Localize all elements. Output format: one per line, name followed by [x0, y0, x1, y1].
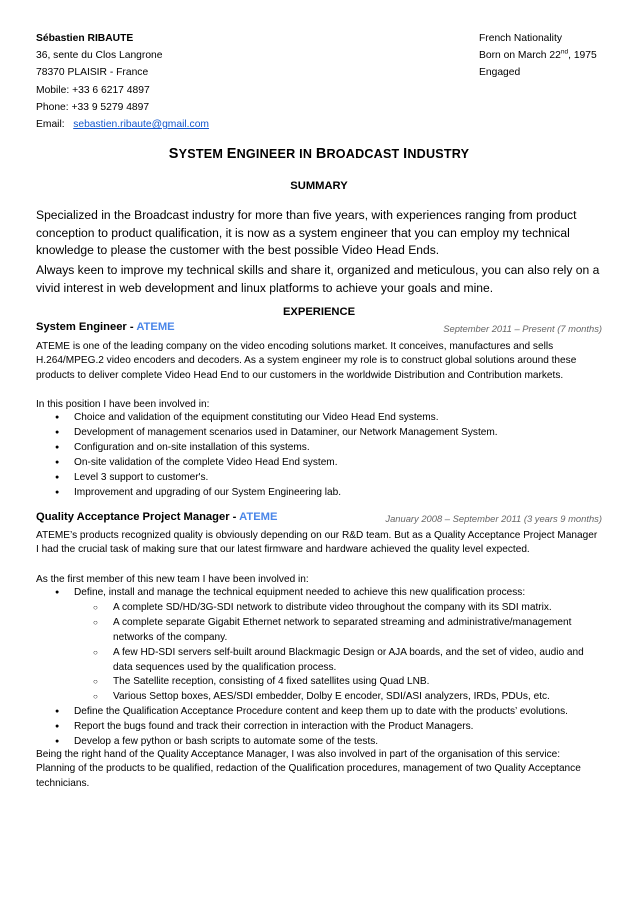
job-2-intro: As the first member of this new team I have been involved in:: [36, 574, 309, 585]
job-1-intro: In this position I have been involved in:: [36, 399, 210, 410]
list-item: ● On-site validation of the complete Video Head End system.: [36, 456, 602, 471]
address-line-2: 78370 PLAISIR - France: [36, 67, 149, 79]
job-2-bullet-1-text: Define, install and manage the technical equipment needed to achieve this new qualification process:: [74, 587, 526, 598]
mobile-number: +33 6 6217 4897: [72, 84, 150, 96]
list-item: ● Define the Qualification Acceptance Procedure content and keep them up to date with the products’ evolutions.: [36, 705, 602, 720]
nationality: French Nationality: [479, 33, 562, 44]
list-item: ● Level 3 support to customer's.: [36, 471, 602, 486]
summary-paragraph-2: Always keen to improve my technical skills and share it, organized and meticulous, you can also rely on a vivid interest in web development and linux platforms to achieve your goals and mine.: [36, 263, 600, 295]
job-2-role: Quality Acceptance Project Manager -: [36, 511, 240, 523]
job-1-bullet-list: [36, 411, 602, 500]
marital-status: Engaged: [479, 67, 521, 79]
title-cap-b: B: [315, 146, 327, 162]
job-2-closing: Being the right hand of the Quality Acceptance Manager, I was also involved in part of the organisation of this service: Planning of the products to be qualified, redaction of the Qualification procedures, management of two Quality Acceptance technicians.: [36, 749, 581, 789]
list-item: ● Develop a few python or bash scripts to automate some of the tests.: [36, 735, 602, 750]
title-cap-i: I: [403, 146, 408, 162]
job-1-dates: September 2011 – Present (7 months): [443, 323, 602, 334]
job-2-company: ATEME: [239, 511, 278, 523]
sub-list-item: ○ Various Settop boxes, AES/SDI embedder, Dolby E encoder, SDI/ASI analyzers, IRDs, PDUs, etc.: [74, 690, 602, 705]
list-item: [36, 586, 602, 705]
title-cap-s: S: [168, 146, 179, 162]
job-1-role: System Engineer -: [36, 321, 137, 333]
summary-paragraph-1: Specialized in the Broadcast industry for more than five years, with experiences ranging from product conception to product qualification, it is now as a system engineer that you can employ my technical knowledge to please the customer with the best possible Video Head Ends.: [36, 208, 577, 258]
birth-date-prefix: Born on March 22: [479, 50, 561, 62]
birth-date: [479, 47, 597, 64]
phone-label: Phone:: [36, 101, 69, 113]
contact-block: [36, 30, 209, 133]
address-line-1: 36, sente du Clos Langrone: [36, 50, 163, 62]
list-item: ● Improvement and upgrading of our System Engineering lab.: [36, 486, 602, 501]
birth-date-sup: nd: [560, 48, 569, 56]
phone-number: +33 9 5279 4897: [71, 101, 150, 113]
birth-date-suffix: , 1975: [568, 50, 597, 62]
job-2-description: ATEME’s products recognized quality is obviously depending on our R&D team. But as a Quality Acceptance Project Manager I had the crucial task of making sure that our latest firmware and hardware achieved the quality level expected.: [36, 530, 598, 556]
mobile-label: Mobile:: [36, 84, 70, 96]
title-word-1: YSTEM: [178, 147, 227, 161]
sub-list-item: ○ A complete SD/HD/3G-SDI network to distribute video throughout the company with its SDI matrix.: [74, 601, 602, 616]
job-2-dates: January 2008 – September 2011 (3 years 9 months): [385, 513, 602, 524]
candidate-name: Sébastien RIBAUTE: [36, 33, 134, 44]
email-label: Email:: [36, 119, 65, 131]
email-line: [36, 116, 209, 133]
list-item: ● Choice and validation of the equipment constituting our Video Head End systems.: [36, 411, 602, 426]
job-1-header: [36, 321, 602, 333]
title-word-3: ROADCAST: [326, 147, 404, 161]
title-cap-e: E: [226, 146, 237, 162]
experience-heading: EXPERIENCE: [282, 306, 356, 318]
job-2-sub-bullet-list: [74, 601, 602, 705]
mobile-line: [36, 82, 209, 99]
job-2-bullet-list: [36, 586, 602, 750]
list-item: ● Development of management scenarios used in Dataminer, our Network Management System.: [36, 426, 602, 441]
sub-list-item: ○ The Satellite reception, consisting of 4 fixed satellites using Quad LNB.: [74, 675, 602, 690]
phone-line: [36, 99, 209, 116]
title-word-2: NGINEER IN: [236, 147, 316, 161]
email-link[interactable]: sebastien.ribaute@gmail.com: [73, 119, 209, 131]
summary-heading: SUMMARY: [290, 180, 348, 192]
sub-list-item: ○ A few HD-SDI servers self-built around Blackmagic Design or AJA boards, and the set of video, audio and data sequences used by the qualification process.: [74, 646, 602, 676]
list-item: ● Configuration and on-site installation of this systems.: [36, 441, 602, 456]
resume-title: [0, 146, 638, 162]
personal-info-block: [479, 30, 597, 82]
title-word-4: NDUSTRY: [407, 147, 470, 161]
list-item: ● Report the bugs found and track their correction in interaction with the Product Managers.: [36, 720, 602, 735]
job-1-description: ATEME is one of the leading company on the video encoding solutions market. It conceives, manufactures and sells H.264/MPEG.2 video encoders and decoders. As a system engineer my role is to construct global solutions around these products to deliver complete Video Head End to our customers in the worldwide Distribution and Contribution markets.: [36, 341, 577, 381]
job-1-company: ATEME: [136, 321, 175, 333]
sub-list-item: ○ A complete separate Gigabit Ethernet network to separated streaming and administrative/management networks of the company.: [74, 616, 602, 646]
job-2-header: [36, 511, 602, 523]
